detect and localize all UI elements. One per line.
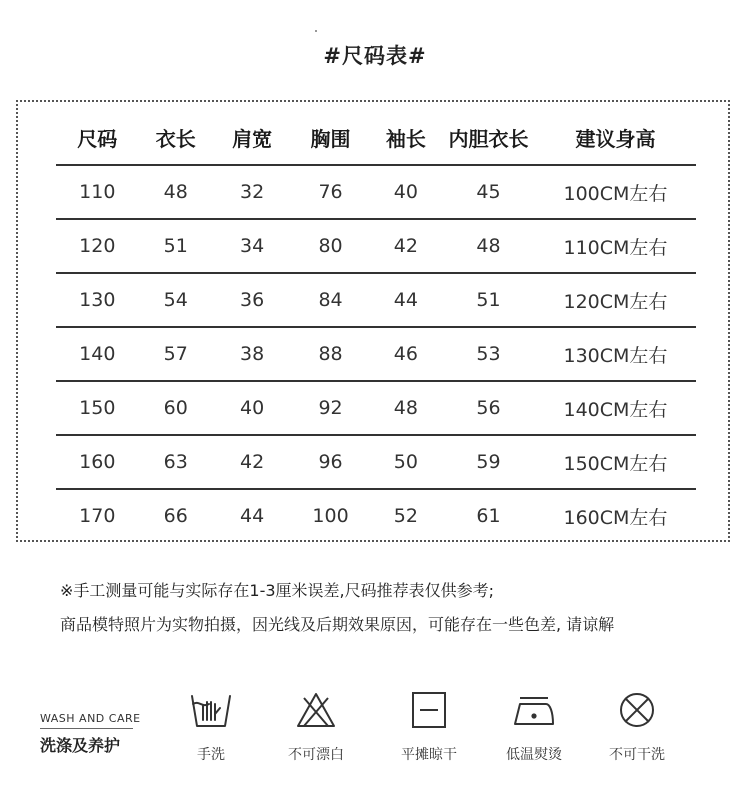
table-cell: 42 <box>213 435 291 489</box>
care-label-no-bleach: 不可漂白 <box>288 747 344 763</box>
table-cell: 48 <box>370 381 442 435</box>
table-cell: 110CM左右 <box>535 219 696 273</box>
table-row <box>56 489 696 542</box>
page-title: #尺码表# <box>323 44 427 68</box>
table-cell: 130 <box>56 273 139 327</box>
table-cell: 150 <box>56 381 139 435</box>
no-dry-clean-icon <box>615 690 659 730</box>
table-cell: 120CM左右 <box>535 273 696 327</box>
table-cell: 34 <box>213 219 291 273</box>
care-heading-cn: 洗涤及养护 <box>40 736 121 755</box>
header-chest: 胸围 <box>291 110 369 165</box>
table-cell: 40 <box>213 381 291 435</box>
care-heading-en: WASH AND CARE <box>40 712 141 725</box>
table-cell: 60 <box>139 381 213 435</box>
table-cell: 76 <box>291 165 369 219</box>
table-cell: 66 <box>163 505 188 527</box>
table-cell: 38 <box>213 327 291 381</box>
table-cell: 150CM左右 <box>535 435 696 489</box>
care-divider <box>40 728 133 729</box>
note-measurement: ※手工测量可能与实际存在1-3厘米误差,尺码推荐表仅供参考; <box>60 581 495 600</box>
no-bleach-icon <box>294 690 338 730</box>
table-cell: 52 <box>393 505 418 527</box>
table-cell: 48 <box>139 165 213 219</box>
table-cell: 54 <box>139 273 213 327</box>
care-label-no-dry-clean: 不可干洗 <box>609 747 665 763</box>
low-iron-icon <box>512 690 556 730</box>
table-cell: 130CM左右 <box>535 327 696 381</box>
table-cell: 48 <box>442 219 535 273</box>
table-row <box>56 381 696 435</box>
table-cell: 44 <box>240 505 265 527</box>
table-cell: 88 <box>291 327 369 381</box>
size-chart-table <box>56 110 696 542</box>
table-cell: 61 <box>476 505 501 527</box>
table-cell: 32 <box>213 165 291 219</box>
care-label-low-iron: 低温熨烫 <box>506 747 562 763</box>
table-cell: 56 <box>442 381 535 435</box>
table-cell: 100CM左右 <box>535 165 696 219</box>
header-liner-length: 内胆衣长 <box>442 110 535 165</box>
table-cell: 59 <box>442 435 535 489</box>
table-row <box>56 165 696 219</box>
header-length: 衣长 <box>139 110 213 165</box>
table-cell: 50 <box>370 435 442 489</box>
table-cell: 80 <box>291 219 369 273</box>
header-size: 尺码 <box>56 110 139 165</box>
hand-wash-icon <box>189 690 233 730</box>
table-cell: 96 <box>291 435 369 489</box>
table-cell: 51 <box>442 273 535 327</box>
table-cell: 63 <box>139 435 213 489</box>
table-row <box>56 219 696 273</box>
table-cell: 46 <box>370 327 442 381</box>
table-cell: 120 <box>56 219 139 273</box>
table-cell: 57 <box>139 327 213 381</box>
table-cell: 170 <box>79 505 116 527</box>
note-color-difference: 商品模特照片为实物拍摄，因光线及后期效果原因，可能存在一些色差, 请谅解 <box>60 615 615 634</box>
dry-flat-shade-icon <box>407 690 451 730</box>
table-cell: 44 <box>370 273 442 327</box>
notes <box>60 574 614 642</box>
table-row <box>56 327 696 381</box>
table-cell: 140 <box>56 327 139 381</box>
care-label-hand-wash: 手洗 <box>197 747 225 763</box>
table-cell: 51 <box>139 219 213 273</box>
table-cell: 110 <box>56 165 139 219</box>
header-height: 建议身高 <box>535 110 696 165</box>
table-cell: 42 <box>370 219 442 273</box>
table-cell: 40 <box>370 165 442 219</box>
header-sleeve: 袖长 <box>370 110 442 165</box>
table-cell: 140CM左右 <box>535 381 696 435</box>
table-cell: 84 <box>291 273 369 327</box>
table-cell: 36 <box>213 273 291 327</box>
table-cell: 100 <box>312 505 349 527</box>
table-cell: 53 <box>442 327 535 381</box>
table-row <box>56 273 696 327</box>
header-shoulder: 肩宽 <box>213 110 291 165</box>
table-cell: 45 <box>442 165 535 219</box>
table-cell: 160 <box>56 435 139 489</box>
table-cell: 160CM左右 <box>563 506 668 529</box>
table-row <box>56 435 696 489</box>
decorative-dot <box>315 30 317 32</box>
table-header-row <box>56 110 696 165</box>
table-cell: 92 <box>291 381 369 435</box>
care-label-dry-flat: 平摊晾干 <box>401 747 457 763</box>
